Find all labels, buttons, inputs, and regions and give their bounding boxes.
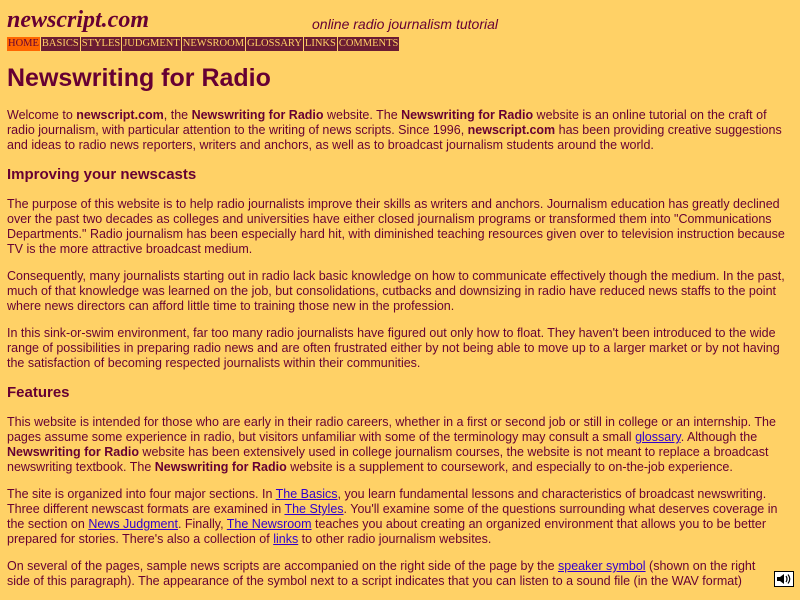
improving-paragraph-1: The purpose of this website is to help radio journalists improve their skills as writers and anchors. Journalism education has greatly declined over the past two decades as colleges and universities have either closed journalism programs or transformed them into "Communications Departments." Radio journalism has been especially hard hit, with diminished teaching resources given over to television instruction because TV is the more attractive broadcast medium. [7,197,785,256]
features-paragraph-3: On several of the pages, sample news scripts are accompanied on the right side of the page by the speaker symbol (shown on the right side of this paragraph). The appearance of the symbol next to a script indicates that you can listen to a sound file (in the WAV format) [7,559,756,588]
page-title: Newswriting for Radio [7,64,271,92]
nav-home[interactable]: HOME [8,38,39,49]
the-newsroom-link[interactable]: The Newsroom [226,517,312,531]
nav-judgment[interactable]: JUDGMENT [123,38,180,49]
nav-styles[interactable]: STYLES [81,38,121,49]
section-heading-improving: Improving your newscasts [7,166,197,183]
news-judgment-link[interactable]: News Judgment [88,517,178,531]
site-logo[interactable]: newscript.com [7,7,149,33]
speaker-symbol-link[interactable]: speaker symbol [558,559,646,573]
intro-paragraph: Welcome to newscript.com, the Newswriting for Radio website. The Newswriting for Radio website is an online tutorial on the craft of radio journalism, with particular attention to the writing of news scripts. Since 1996, newscript.com has been providing creative suggestions and ideas to radio news reporters, writers and anchors, as well as to broadcast journalism students around the world. [7,108,782,152]
improving-paragraph-2: Consequently, many journalists starting out in radio lack basic knowledge on how to communicate effectively though the medium. In the past, much of that knowledge was learned on the job, but consolidations, cutbacks and downsizing in radio have reduced news staffs to the point where news directors can afford little time to training those new in the profession. [7,269,785,313]
features-paragraph-1: This website is intended for those who are early in their radio careers, whether in a first or second job or still in college or an internship. The pages assume some experience in radio, but visitors unfamiliar with some of the terminology may consult a small glossary. Although the Newswriting for Radio website has been extensively used in college journalism courses, the website is not meant to replace a broadcast newswriting textbook. The Newswriting for Radio website is a supplement to coursework, and especially to on-the-job experience. [7,415,776,474]
nav-newsroom[interactable]: NEWSROOM [182,38,245,49]
links-link[interactable]: links [273,532,299,546]
nav-glossary[interactable]: GLOSSARY [247,38,302,49]
the-styles-link[interactable]: The Styles [284,502,344,516]
glossary-link[interactable]: glossary [635,430,681,444]
the-basics-link[interactable]: The Basics [275,487,338,501]
speaker-icon[interactable] [774,571,794,587]
features-paragraph-2: The site is organized into four major sections. In The Basics, you learn fundamental lessons and characteristics of broadcast newswriting. Three different newscast formats are examined in The Styles. You'll examine some of the questions surrounding what deserves coverage in the section on News Judgment. Finally, The Newsroom teaches you about creating an organized environment that allows you to be better prepared for stories. There's also a collection of links to other radio journalism websites. [7,487,778,546]
main-content [7,62,787,589]
nav-comments[interactable]: COMMENTS [338,38,399,49]
section-heading-features: Features [7,384,70,401]
improving-paragraph-3: In this sink-or-swim environment, far too many radio journalists have figured out only how to float. They haven't been introduced to the wide range of possibilities in preparing radio news and are often frustrated either by not being able to move up to a larger market or by not having the satisfaction of becoming respected journalists within their communities. [7,326,780,370]
site-header [7,6,797,51]
main-nav [7,37,399,51]
nav-links[interactable]: LINKS [304,38,336,49]
speaker-icon-graphic [774,571,794,587]
nav-basics[interactable]: BASICS [41,38,79,49]
site-tagline: online radio journalism tutorial [312,16,498,32]
